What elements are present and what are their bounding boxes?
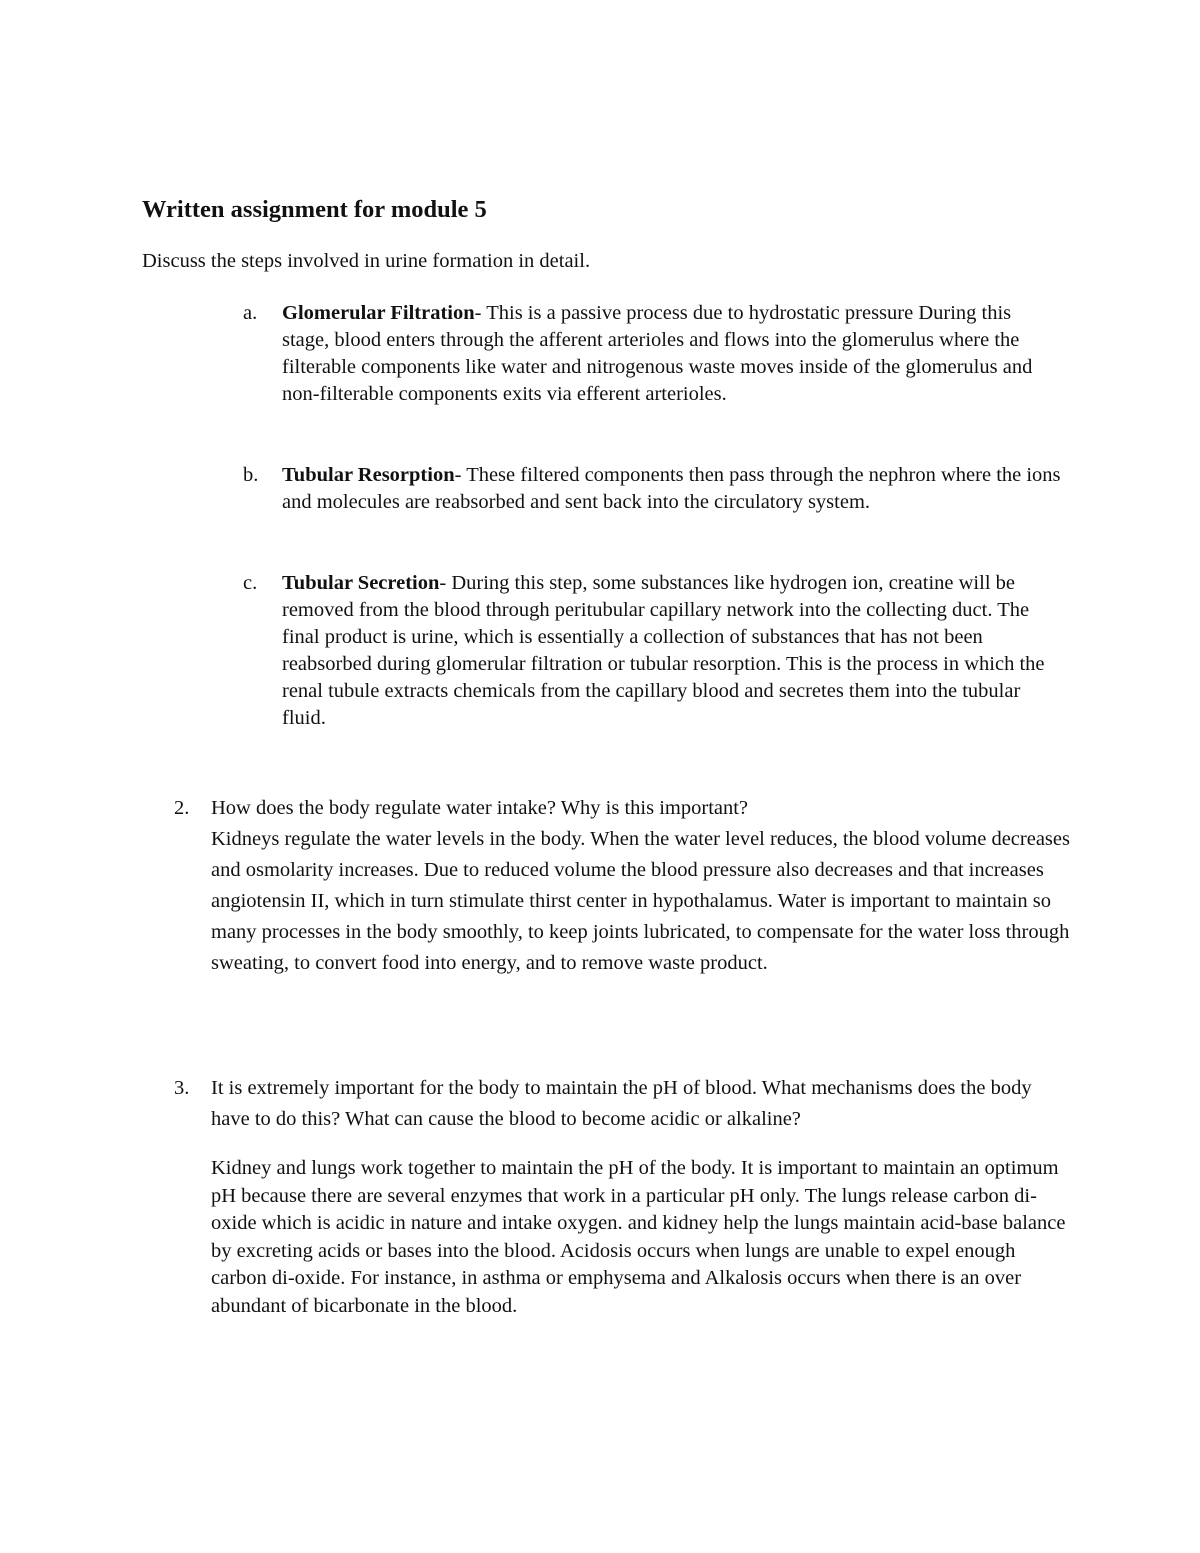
list-item-tubular-resorption xyxy=(243,462,1063,516)
list-item-tubular-secretion xyxy=(243,570,1063,732)
question-item-2 xyxy=(174,793,1074,979)
answer-text: Kidneys regulate the water levels in the body. When the water level reduces, the blood volume decreases and osmolarity increases. Due to reduced volume the blood pressure also decreases and that increases angiotensin II, which in turn stimulate thirst center in hypothalamus. Water is important to maintain so many processes in the body smoothly, to keep joints lubricated, to compensate for the water loss through sweating, to convert food into energy, and to remove waste product. xyxy=(211,828,1070,974)
document-title: Written assignment for module 5 xyxy=(142,196,487,223)
step-description: - These filtered components then pass through the nephron where the ions and molecules are reabsorbed and sent back into the circulatory system. xyxy=(282,464,1061,513)
assignment-prompt: Discuss the steps involved in urine formation in detail. xyxy=(142,250,591,272)
step-description: - During this step, some substances like hydrogen ion, creatine will be removed from the blood through peritubular capillary network into the collecting duct. The final product is urine, which is essentially a collection of substances that has not been reabsorbed during glomerular filtration or tubular resorption. This is the process in which the renal tubule extracts chemicals from the capillary blood and secretes them into the tubular fluid. xyxy=(282,572,1045,729)
question-text: How does the body regulate water intake? Why is this important? xyxy=(211,797,749,819)
list-marker: b. xyxy=(243,464,259,486)
question-number: 3. xyxy=(174,1077,190,1099)
list-marker: c. xyxy=(243,572,258,594)
step-description: - This is a passive process due to hydrostatic pressure During this stage, blood enters through the afferent arterioles and flows into the glomerulus where the filterable components like water and nitrogenous waste moves inside of the glomerulus and non-filterable components exits via efferent arterioles. xyxy=(282,302,1033,405)
question-item-3 xyxy=(174,1073,1074,1320)
question-number: 2. xyxy=(174,797,190,819)
step-term: Tubular Secretion xyxy=(282,572,440,594)
list-item-glomerular-filtration xyxy=(243,300,1063,408)
step-term: Glomerular Filtration xyxy=(282,302,475,324)
step-term: Tubular Resorption xyxy=(282,464,455,486)
list-marker: a. xyxy=(243,302,258,324)
question-text: It is extremely important for the body to maintain the pH of blood. What mechanisms does the body have to do this? What can cause the blood to become acidic or alkaline? xyxy=(211,1077,1032,1130)
answer-text: Kidney and lungs work together to maintain the pH of the body. It is important to maintain an optimum pH because there are several enzymes that work in a particular pH only. The lungs release carbon di-oxide which is acidic in nature and intake oxygen. and kidney help the lungs maintain acid-base balance by excreting acids or bases into the blood. Acidosis occurs when lungs are unable to expel enough carbon di-oxide. For instance, in asthma or emphysema and Alkalosis occurs when there is an over abundant of bicarbonate in the blood. xyxy=(211,1157,1066,1317)
